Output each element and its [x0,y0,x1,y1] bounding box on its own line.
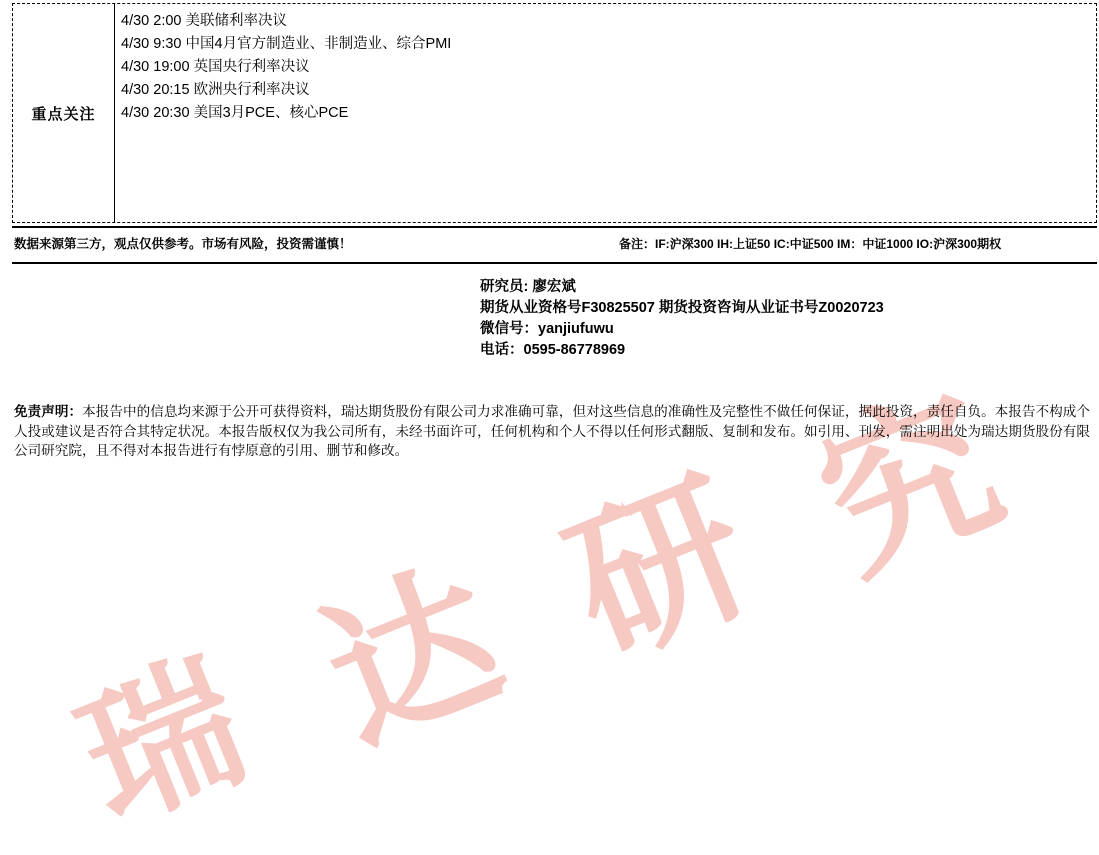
list-item: 4/30 2:00 美联储利率决议 [121,13,287,29]
list-item: 4/30 9:30 中国4月官方制造业、非制造业、综合PMI [121,36,452,52]
watermark-char: 究 [794,361,1026,609]
divider-top [12,226,1097,228]
researcher-wechat: 微信号：yanjiufuwu [480,321,614,337]
watermark-char: 瑞 [56,629,269,855]
list-item: 4/30 19:00 英国央行利率决议 [121,59,310,75]
focus-table [12,3,1097,223]
researcher-phone: 电话：0595-86778969 [480,342,626,358]
list-item: 4/30 20:15 欧洲央行利率决议 [121,82,310,98]
source-row [12,232,1097,258]
focus-table-items [115,4,1096,125]
data-source-text: 数据来源第三方，观点仅供参考。市场有风险，投资需谨慎！ [14,237,352,251]
researcher-qualification: 期货从业资格号F30825507 期货投资咨询从业证书号Z0020723 [480,300,884,316]
list-item: 4/30 20:30 美国3月PCE、核心PCE [121,105,349,121]
divider-bottom [12,262,1097,264]
contract-code-note: 备注：IF:沪深300 IH:上证50 IC:中证500 IM：中证1000 IO:沪深300期权 [619,237,1002,251]
disclaimer [14,402,1090,461]
watermark-char: 研 [544,446,776,694]
researcher-name: 研究员: 廖宏斌 [480,279,576,295]
researcher-block [480,277,1080,361]
watermark-char: 达 [299,537,525,777]
focus-table-label: 重点关注 [13,4,115,222]
disclaimer-body: 本报告中的信息均来源于公开可获得资料，瑞达期货股份有限公司力求准确可靠，但对这些信息的准确性及完整性不做任何保证，据此投资，责任自负。本报告不构成个人投或建议是否符合其特定状况。本报告版权仅为我公司所有，未经书面许可，任何机构和个人不得以任何形式翻版、复制和发布。如引用、刊发，需注明出处为瑞达期货股份有限公司研究院，且不得对本报告进行有悖原意的引用、删节和修改。 [14,404,1091,458]
disclaimer-title: 免责声明： [14,404,83,419]
